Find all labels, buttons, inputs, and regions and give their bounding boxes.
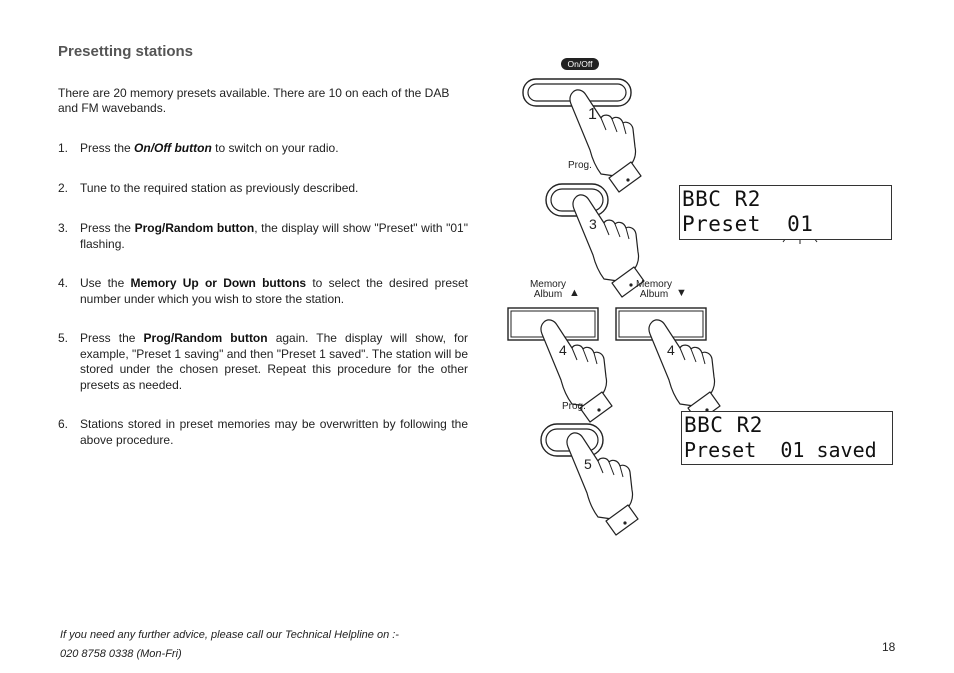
step-number: 6. bbox=[58, 417, 69, 431]
step-key: On/Off button bbox=[134, 141, 212, 155]
lcd-line-2: Preset 01 saved bbox=[684, 438, 877, 462]
finger-number: 4 bbox=[667, 342, 675, 358]
finger-number: 3 bbox=[589, 216, 597, 232]
step-text: to select the desired preset number under which you wish to store the station. bbox=[80, 276, 468, 306]
lcd-display-saved bbox=[681, 411, 893, 465]
lcd-line-1: BBC R2 bbox=[684, 413, 763, 437]
lcd-line-1: BBC R2 bbox=[682, 187, 761, 211]
lcd-line-2: Preset 01 bbox=[682, 212, 814, 236]
step-text: Press the bbox=[80, 221, 135, 235]
step-text: to switch on your radio. bbox=[211, 141, 339, 155]
step-text: Press the bbox=[80, 331, 144, 345]
step-text: Use the bbox=[80, 276, 131, 290]
page-heading: Presetting stations bbox=[58, 43, 194, 60]
up-arrow-icon: ▲ bbox=[569, 287, 580, 299]
step-number: 4. bbox=[58, 276, 69, 290]
memory-up-button-illustration bbox=[508, 308, 612, 422]
memory-up-label: Memory Album bbox=[529, 279, 567, 300]
step-number: 2. bbox=[58, 181, 69, 195]
prog-label: Prog. bbox=[562, 401, 586, 412]
prog-button-illustration-2 bbox=[541, 424, 638, 535]
helpline-text: If you need any further advice, please call our Technical Helpline on :- bbox=[60, 629, 399, 641]
finger-number: 4 bbox=[559, 342, 567, 358]
step-key: Prog/Random button bbox=[143, 331, 268, 345]
step-text: again. The display will show, for example, "Preset 1 saving" and then "Preset 1 saved". The station will be stored under the chosen preset. Repeat this procedure for the other presets as needed. bbox=[80, 331, 468, 392]
step-text: Tune to the required station as previously described. bbox=[80, 181, 359, 195]
step-number: 5. bbox=[58, 331, 69, 345]
step-number: 3. bbox=[58, 221, 69, 235]
memory-down-button-illustration bbox=[616, 308, 720, 422]
finger-number: 1 bbox=[588, 106, 597, 123]
intro-paragraph: There are 20 memory presets available. There are 10 on each of the DAB and FM wavebands. bbox=[58, 86, 450, 115]
down-arrow-icon: ▼ bbox=[676, 287, 687, 299]
prog-label: Prog. bbox=[568, 160, 592, 171]
onoff-label: On/Off bbox=[561, 58, 599, 70]
step-key: Prog/Random button bbox=[134, 221, 255, 235]
page-number: 18 bbox=[882, 640, 896, 654]
step-number: 1. bbox=[58, 141, 69, 155]
helpline-number: 020 8758 0338 (Mon-Fri) bbox=[60, 648, 182, 660]
memory-down-label: Memory Album bbox=[635, 279, 673, 300]
step-key: Memory Up or Down buttons bbox=[130, 276, 307, 290]
step-text: Stations stored in preset memories may be overwritten by following the above procedure. bbox=[80, 417, 468, 447]
flashing-preset-number: 01 bbox=[787, 212, 814, 236]
onoff-button-illustration bbox=[523, 79, 641, 192]
finger-number: 5 bbox=[584, 456, 592, 472]
step-text: , the display will show "Preset" with "01" flashing. bbox=[80, 221, 468, 251]
step-text: Press the bbox=[80, 141, 135, 155]
lcd-display-preset bbox=[679, 185, 892, 240]
